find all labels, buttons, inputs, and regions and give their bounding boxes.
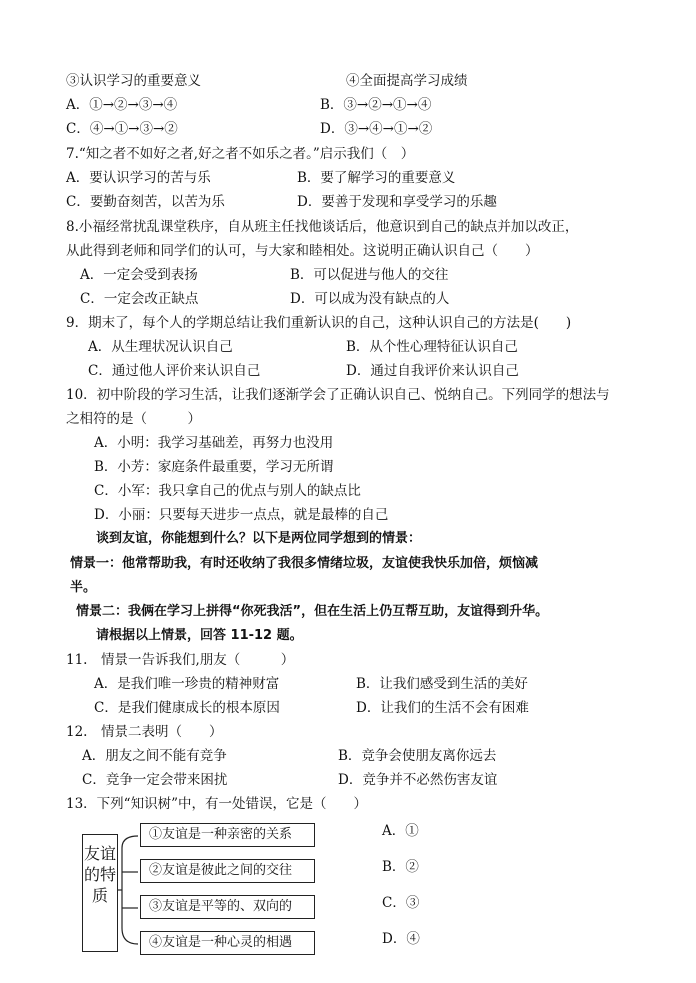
q9-stem: 9．期末了，每个人的学期总结让我们重新认识的自己，这种认识自己的方法是( ): [66, 315, 572, 331]
knowledge-tree-branch-1: ①友谊是一种亲密的关系: [140, 823, 315, 847]
q6-item-4: ④全面提高学习成绩: [346, 73, 468, 89]
knowledge-tree-branch-2: ②友谊是彼此之间的交往: [140, 859, 315, 883]
scenario-intro: 谈到友谊，你能想到什么？以下是两位同学想到的情景：: [96, 531, 422, 546]
knowledge-tree-branch-4: ④友谊是一种心灵的相遇: [140, 931, 315, 955]
q8-option-c: C．一定会改正缺点: [80, 291, 199, 307]
q9-option-b: B．从个性心理特征认识自己: [346, 339, 518, 355]
q12-option-d: D．竞争并不必然伤害友谊: [338, 772, 498, 788]
q7-option-a: A．要认识学习的苦与乐: [66, 170, 211, 186]
q8-option-b: B．可以促进与他人的交往: [290, 267, 449, 283]
q12-stem: 12. 情景二表明（ ）: [66, 724, 223, 740]
q11-option-a: A．是我们唯一珍贵的精神财富: [94, 676, 280, 692]
q13-stem: 13．下列“知识树”中，有一处错误，它是（ ）: [66, 796, 367, 812]
q13-option-d: D．④: [382, 931, 420, 947]
q11-option-c: C．是我们健康成长的根本原因: [94, 700, 280, 716]
q12-option-a: A．朋友之间不能有竞争: [82, 748, 227, 764]
q9-option-a: A．从生理状况认识自己: [88, 339, 233, 355]
q12-option-c: C．竞争一定会带来困扰: [82, 772, 228, 788]
q8-stem-line1: 8.小福经常扰乱课堂秩序，自从班主任找他谈话后，他意识到自己的缺点并加以改正，: [66, 219, 579, 235]
q7-option-d: D．要善于发现和享受学习的乐趣: [297, 194, 497, 210]
scenario-one-line1: 情景一：他常帮助我，有时还收纳了我很多情绪垃圾，友谊使我快乐加倍，烦恼减: [70, 556, 539, 571]
q7-option-c: C．要勤奋刻苦，以苦为乐: [66, 194, 225, 210]
q11-option-b: B．让我们感受到生活的美好: [356, 676, 528, 692]
q12-option-b: B．竞争会使朋友离你远去: [338, 748, 497, 764]
q6-option-a: A．①→②→③→④: [66, 97, 178, 113]
q8-option-d: D．可以成为没有缺点的人: [290, 291, 450, 307]
scenario-two: 情景二：我俩在学习上拼得“你死我活”，但在生活上仍互帮互助，友谊得到升华。: [76, 604, 549, 619]
q10-option-b: B．小芳：家庭条件最重要，学习无所谓: [94, 459, 334, 475]
q10-stem-line2: 之相符的是（ ）: [66, 411, 201, 427]
q7-option-b: B．要了解学习的重要意义: [297, 170, 456, 186]
scenario-prompt: 请根据以上情景，回答 11-12 题。: [96, 628, 303, 643]
q8-stem-line2: 从此得到老师和同学们的认可，与大家和睦相处。这说明正确认识自己（ ）: [66, 243, 539, 259]
q9-option-d: D．通过自我评价来认识自己: [346, 363, 519, 379]
q6-option-d: D．③→④→①→②: [320, 121, 433, 137]
q11-stem: 11. 情景一告诉我们,朋友（ ）: [66, 652, 295, 668]
q9-option-c: C．通过他人评价来认识自己: [88, 363, 261, 379]
q8-option-a: A．一定会受到表扬: [80, 267, 198, 283]
knowledge-tree-branch-3: ③友谊是平等的、双向的: [140, 895, 315, 919]
q6-option-c: C．④→①→③→②: [66, 121, 178, 137]
q10-option-c: C．小军：我只拿自己的优点与别人的缺点比: [94, 483, 361, 499]
q10-stem-line1: 10．初中阶段的学习生活，让我们逐渐学会了正确认识自己、悦纳自己。下列同学的想法与: [66, 387, 610, 403]
q13-option-b: B．②: [382, 859, 419, 875]
q7-stem: 7.“知之者不如好之者,好之者不如乐之者。”启示我们（ ）: [66, 146, 415, 162]
q11-option-d: D．让我们的生活不会有困难: [356, 700, 529, 716]
q10-option-a: A．小明：我学习基础差，再努力也没用: [94, 435, 334, 451]
q13-option-c: C．③: [382, 895, 420, 911]
q6-option-b: B．③→②→①→④: [320, 97, 432, 113]
q10-option-d: D．小丽：只要每天进步一点点，就是最棒的自己: [94, 507, 389, 523]
q13-option-a: A．①: [382, 823, 419, 839]
knowledge-tree-root: 友谊的特质: [82, 834, 118, 952]
q6-item-3: ③认识学习的重要意义: [66, 73, 201, 89]
scenario-one-line2: 半。: [70, 580, 97, 595]
